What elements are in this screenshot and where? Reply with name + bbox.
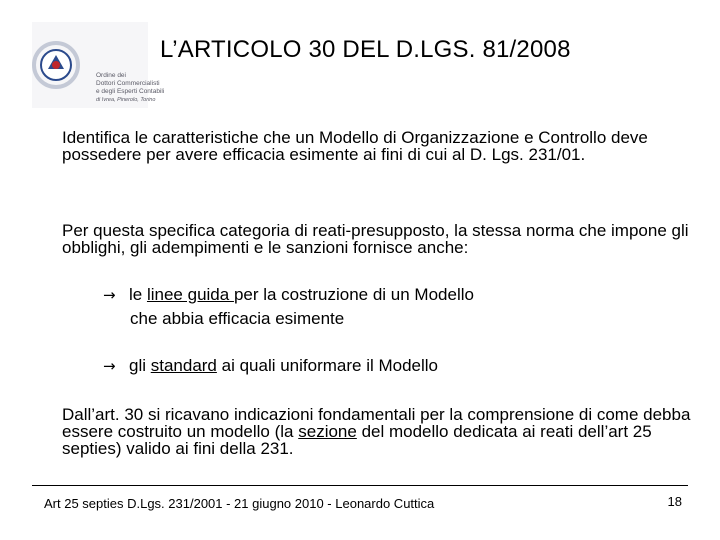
paragraph-1: Identifica le caratteristiche che un Modello di Organizzazione e Controllo deve possedere per avere efficacia esimente ai fini di cui al D. Lgs. 231/01. — [62, 128, 648, 164]
footer-divider — [32, 485, 688, 486]
slide-title: L’ARTICOLO 30 DEL D.LGS. 81/2008 — [160, 36, 571, 63]
logo-line: e degli Esperti Contabili — [96, 88, 165, 95]
logo-line: Dottori Commercialisti — [96, 80, 160, 87]
logo-line: Ordine dei — [96, 72, 126, 79]
arrow-right-icon: → — [103, 357, 116, 375]
footer-text: Art 25 septies D.Lgs. 231/2001 - 21 giugno 2010 - Leonardo Cuttica — [44, 496, 435, 511]
paragraph-3-underlined: sezione — [298, 422, 357, 441]
paragraph-3-post: del modello dedicata ai reati dell’art 25 septies) valido ai fini della 231. — [62, 422, 652, 458]
bullet-underlined-text: linee guida — [146, 285, 234, 304]
page-number: 18 — [667, 494, 682, 509]
bullet-underlined-text: standard — [150, 356, 217, 375]
logo-text — [96, 72, 180, 104]
bullet-text-post: per la costruzione di un Modello — [233, 285, 474, 304]
bullet-text-line2: che abbia efficacia esimente — [130, 309, 345, 328]
bullet-text-pre: gli — [129, 356, 151, 375]
bullet-text-post: ai quali uniformare il Modello — [216, 356, 439, 375]
bullet-text-pre: le — [129, 285, 147, 304]
paragraph-3 — [62, 406, 702, 457]
paragraph-2: Per questa specifica categoria di reati-presupposto, la stessa norma che impone gli obblighi, gli adempimenti e le sanzioni fornisce anche: — [62, 221, 689, 257]
logo-line: di Ivrea, Pinerolo, Torino — [96, 97, 156, 103]
bullet-linee-guida — [103, 283, 583, 331]
arrow-right-icon: → — [103, 286, 116, 304]
paragraph-3-pre: Dall’art. 30 si ricavano indicazioni fondamentali per la comprensione di come debba essere costruito un modello (la — [62, 405, 691, 441]
logo — [32, 22, 165, 108]
bullet-standard — [103, 354, 583, 378]
